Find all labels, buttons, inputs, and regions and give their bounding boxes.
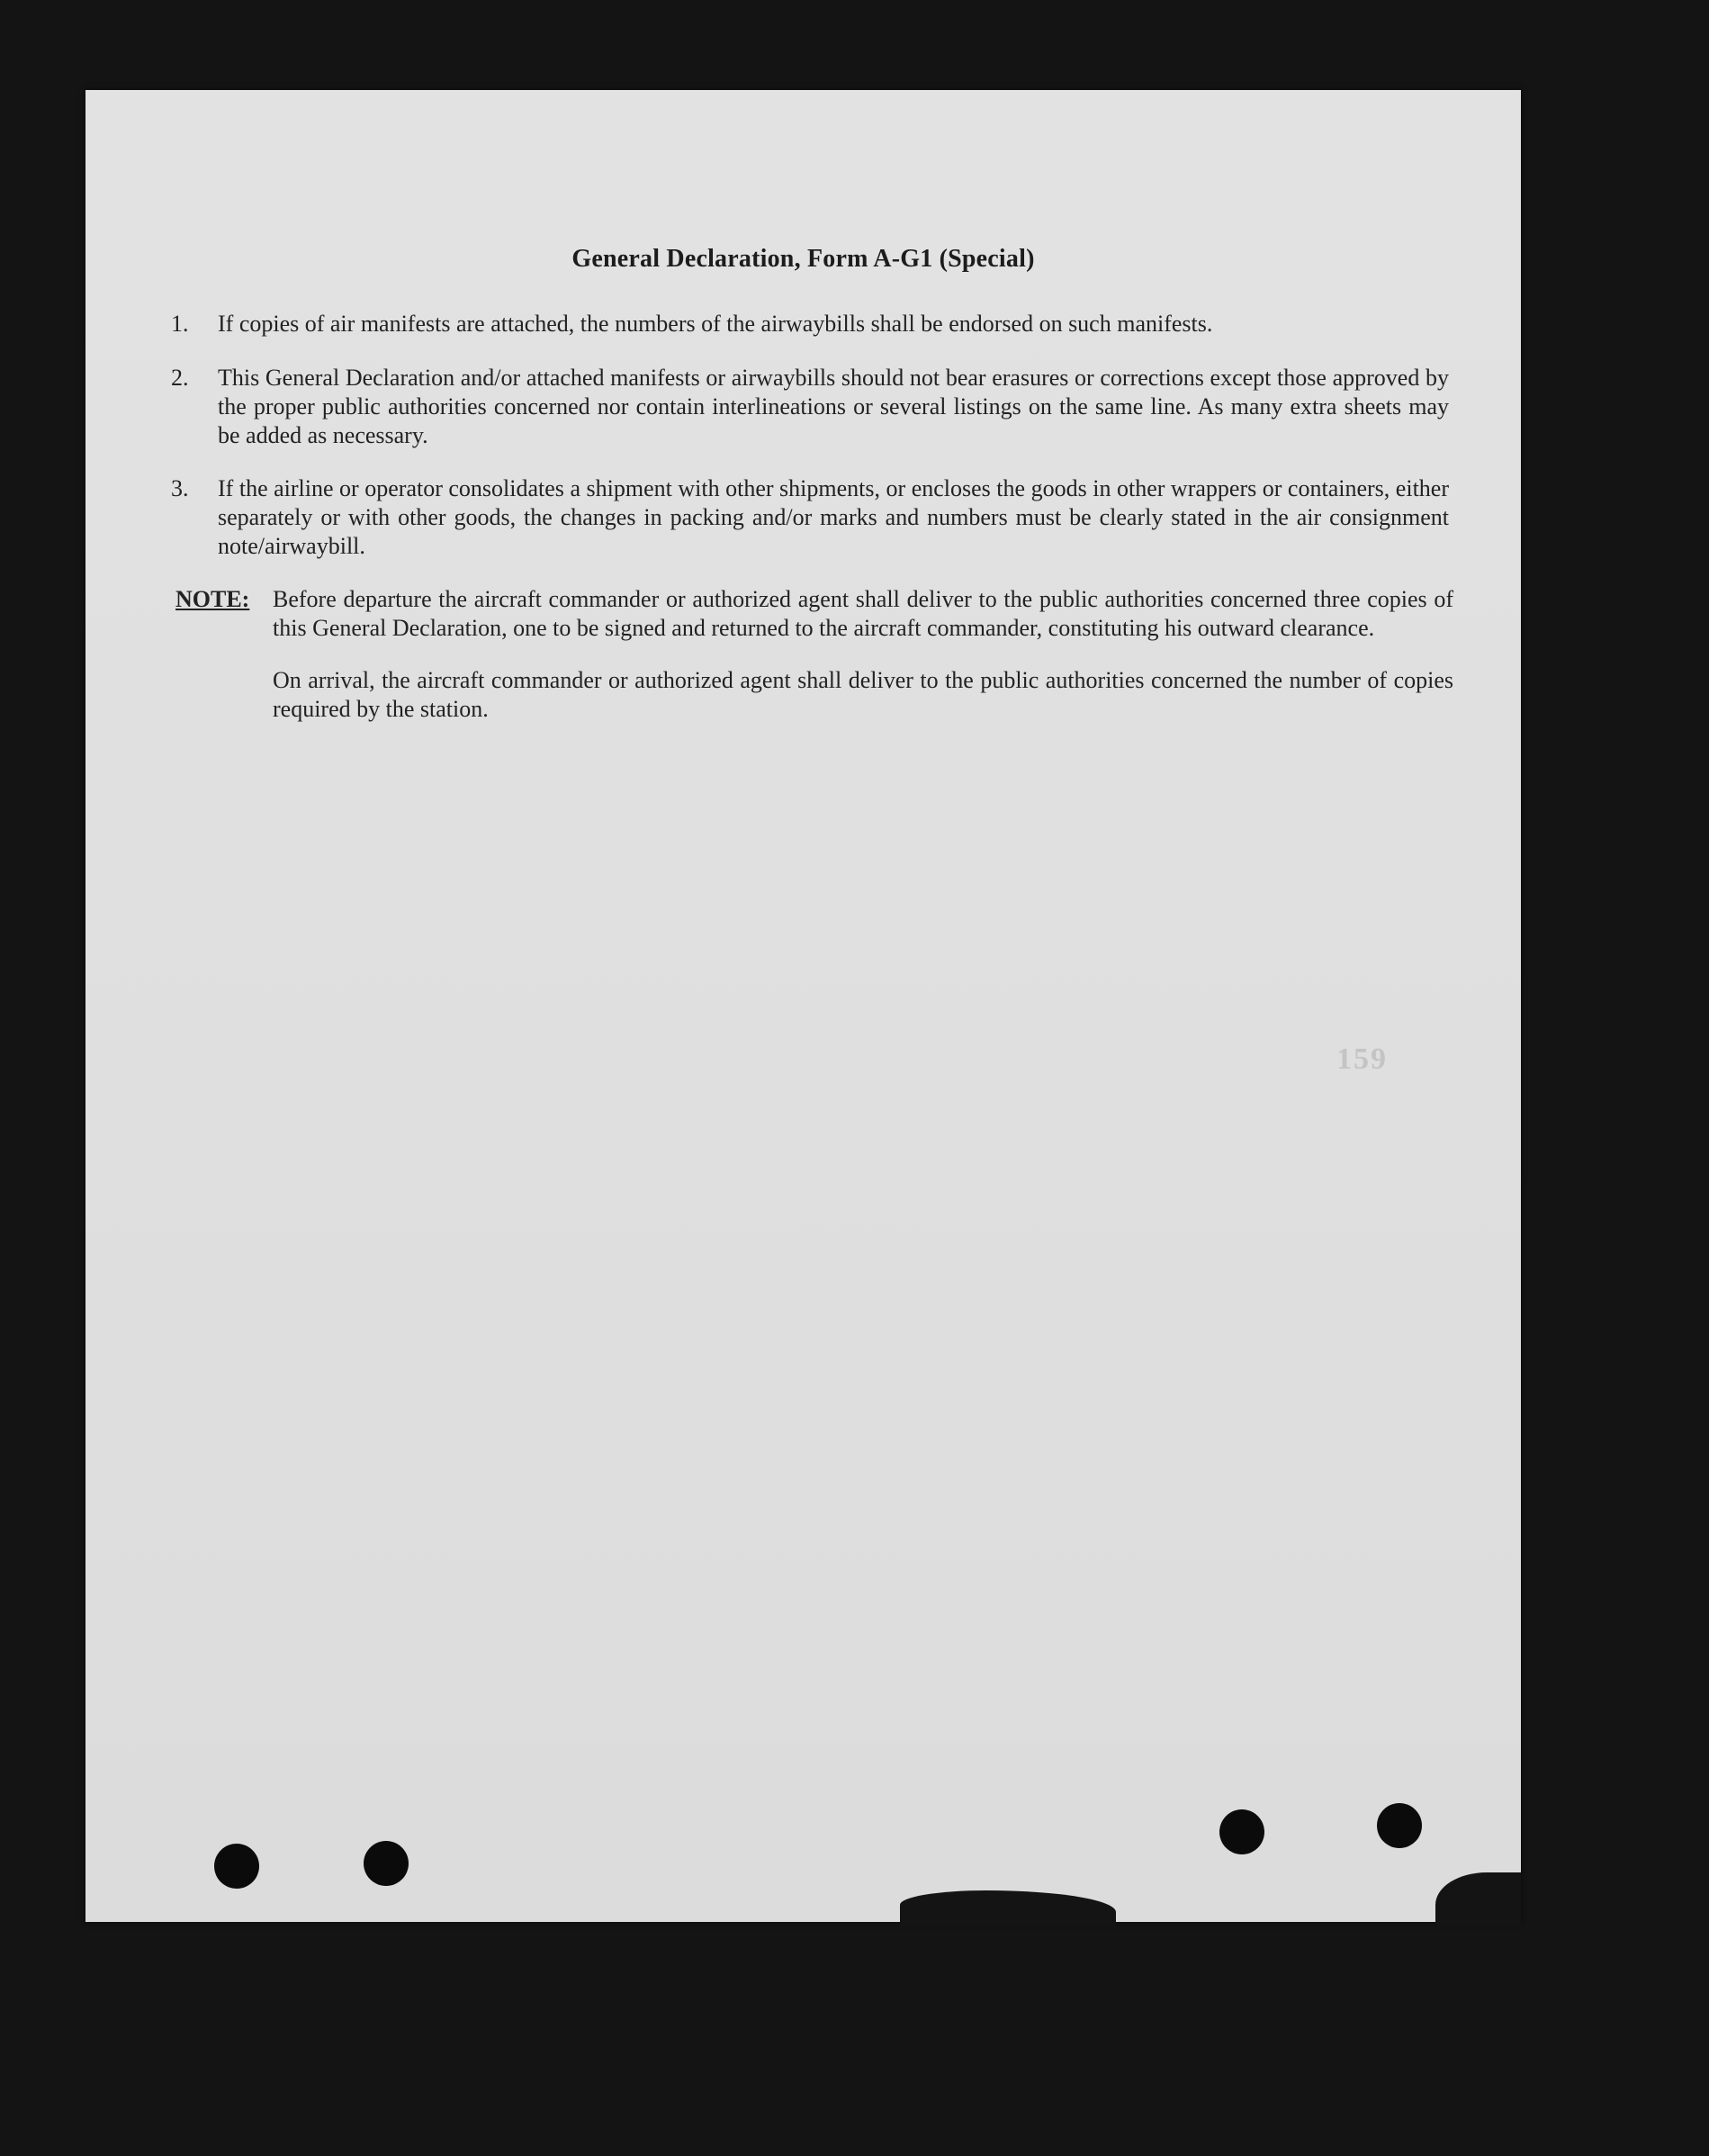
item-number: 1.: [171, 311, 189, 337]
torn-edge-right: [1435, 1872, 1521, 1926]
item-text: This General Declaration and/or attached manifests or airwaybills should not bear erasures or corrections except those approved by the proper public authorities concerned nor contain interlineations or several listings on the same line. As many extra sheets may be added as necessary.: [218, 365, 1449, 448]
item-text: If the airline or operator consolidates a shipment with other shipments, or encloses the goods in other wrappers or containers, either separately or with other goods, the changes in packing and/or marks and numbers must be clearly stated in the air consignment note/airwaybill.: [218, 475, 1449, 559]
torn-edge-center: [900, 1890, 1116, 1926]
punch-hole-right-1: [1219, 1809, 1264, 1854]
instruction-item-3: [171, 474, 1449, 561]
item-number: 3.: [171, 475, 189, 501]
page-stamp-number: 159: [1336, 1042, 1388, 1076]
note-paragraph-1: Before departure the aircraft commander or authorized agent shall deliver to the public authorities concerned three copies of this General Declaration, one to be signed and returned to the aircraft commander, constituting his outward clearance.: [273, 586, 1453, 641]
instruction-item-1: [171, 310, 1449, 338]
punch-hole-left-1: [214, 1844, 259, 1889]
item-text: If copies of air manifests are attached, the numbers of the airwaybills shall be endorsed on such manifests.: [218, 311, 1213, 337]
instruction-item-2: [171, 364, 1449, 450]
punch-hole-left-2: [364, 1841, 409, 1886]
note-label: NOTE:: [175, 586, 250, 612]
punch-hole-right-2: [1377, 1803, 1422, 1848]
note-paragraph-2: On arrival, the aircraft commander or authorized agent shall deliver to the public authorities concerned the number of copies required by the station.: [273, 667, 1453, 722]
item-number: 2.: [171, 365, 189, 391]
document-page: [85, 90, 1521, 1922]
document-title: General Declaration, Form A-G1 (Special): [571, 245, 1035, 273]
note-section: [175, 585, 1453, 724]
